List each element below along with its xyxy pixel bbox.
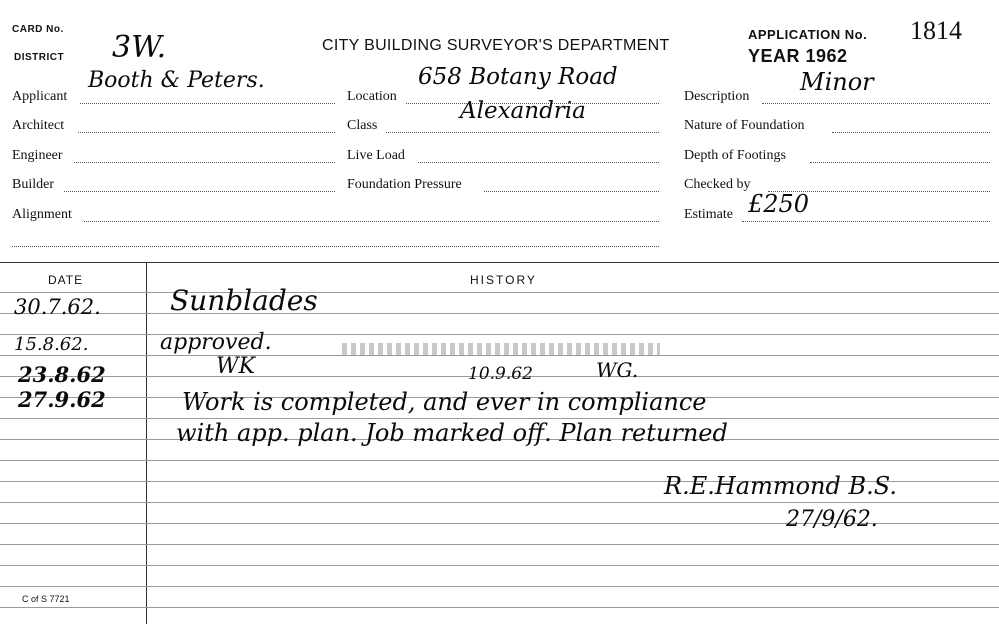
history-header: HISTORY <box>470 273 537 287</box>
table-top-rule <box>0 262 999 263</box>
row-2-date: 15.8.62. <box>14 334 89 355</box>
class-line <box>386 132 659 133</box>
description-label: Description <box>684 89 750 104</box>
row-4-history: Work is completed, and ever in compliance <box>182 388 707 416</box>
table-rule <box>0 334 999 335</box>
district-value: 3W. <box>112 30 167 65</box>
row-3-initials: WG. <box>596 358 639 382</box>
row-1-date: 30.7.62. <box>14 295 101 319</box>
live-load-label: Live Load <box>347 148 405 163</box>
table-rule <box>0 586 999 587</box>
location-label: Location <box>347 89 397 104</box>
depth-of-footings-label: Depth of Footings <box>684 148 786 163</box>
location-value-2: Alexandria <box>460 98 586 124</box>
application-number: 1814 <box>910 16 962 45</box>
department-title: CITY BUILDING SURVEYOR'S DEPARTMENT <box>322 37 670 54</box>
date-header: DATE <box>48 273 84 287</box>
table-rule <box>0 355 999 356</box>
estimate-line <box>742 221 990 222</box>
applicant-line <box>80 103 335 104</box>
row-3-history: WK <box>216 354 256 379</box>
row-5-history: with app. plan. Job marked off. Plan returned <box>176 419 728 447</box>
row-1-history: Sunblades <box>170 284 318 317</box>
signature: R.E.Hammond B.S. <box>664 472 897 500</box>
card-no-label: CARD No. <box>12 24 64 35</box>
applicant-label: Applicant <box>12 89 68 104</box>
signature-date: 27/9/62. <box>786 507 878 532</box>
row-3-date-2: 10.9.62 <box>468 364 533 384</box>
table-rule <box>0 313 999 314</box>
architect-line <box>78 132 335 133</box>
table-rule <box>0 565 999 566</box>
nature-of-foundation-line <box>832 132 990 133</box>
engineer-line <box>74 162 335 163</box>
alignment-label: Alignment <box>12 207 72 222</box>
engineer-label: Engineer <box>12 148 63 163</box>
nature-of-foundation-label: Nature of Foundation <box>684 118 805 133</box>
table-rule <box>0 292 999 293</box>
faded-stamp <box>342 343 660 355</box>
estimate-label: Estimate <box>684 207 733 222</box>
year: YEAR 1962 <box>748 46 848 66</box>
checked-by-label: Checked by <box>684 177 751 192</box>
applicant-value: Booth & Peters. <box>88 68 265 93</box>
date-column-divider <box>146 262 147 624</box>
row-3-date: 23.8.62 <box>18 362 106 387</box>
row-2-history: approved. <box>160 330 272 355</box>
row-4-date: 27.9.62 <box>18 387 106 412</box>
description-value: Minor <box>800 68 874 96</box>
alignment-line-2 <box>12 246 659 247</box>
builder-label: Builder <box>12 177 54 192</box>
depth-of-footings-line <box>810 162 990 163</box>
builder-line <box>64 191 335 192</box>
location-value: 658 Botany Road <box>418 64 618 90</box>
foundation-pressure-label: Foundation Pressure <box>347 177 462 192</box>
table-rule <box>0 607 999 608</box>
table-rule <box>0 544 999 545</box>
form-code: C of S 7721 <box>22 594 70 604</box>
alignment-line <box>84 221 659 222</box>
foundation-pressure-line <box>484 191 659 192</box>
table-rule <box>0 502 999 503</box>
estimate-value: £250 <box>748 190 810 218</box>
architect-label: Architect <box>12 118 65 133</box>
live-load-line <box>418 162 659 163</box>
class-label: Class <box>347 118 378 133</box>
table-rule <box>0 460 999 461</box>
application-no-label: APPLICATION No. <box>748 27 868 42</box>
district-label: DISTRICT <box>14 52 65 63</box>
description-line <box>762 103 990 104</box>
